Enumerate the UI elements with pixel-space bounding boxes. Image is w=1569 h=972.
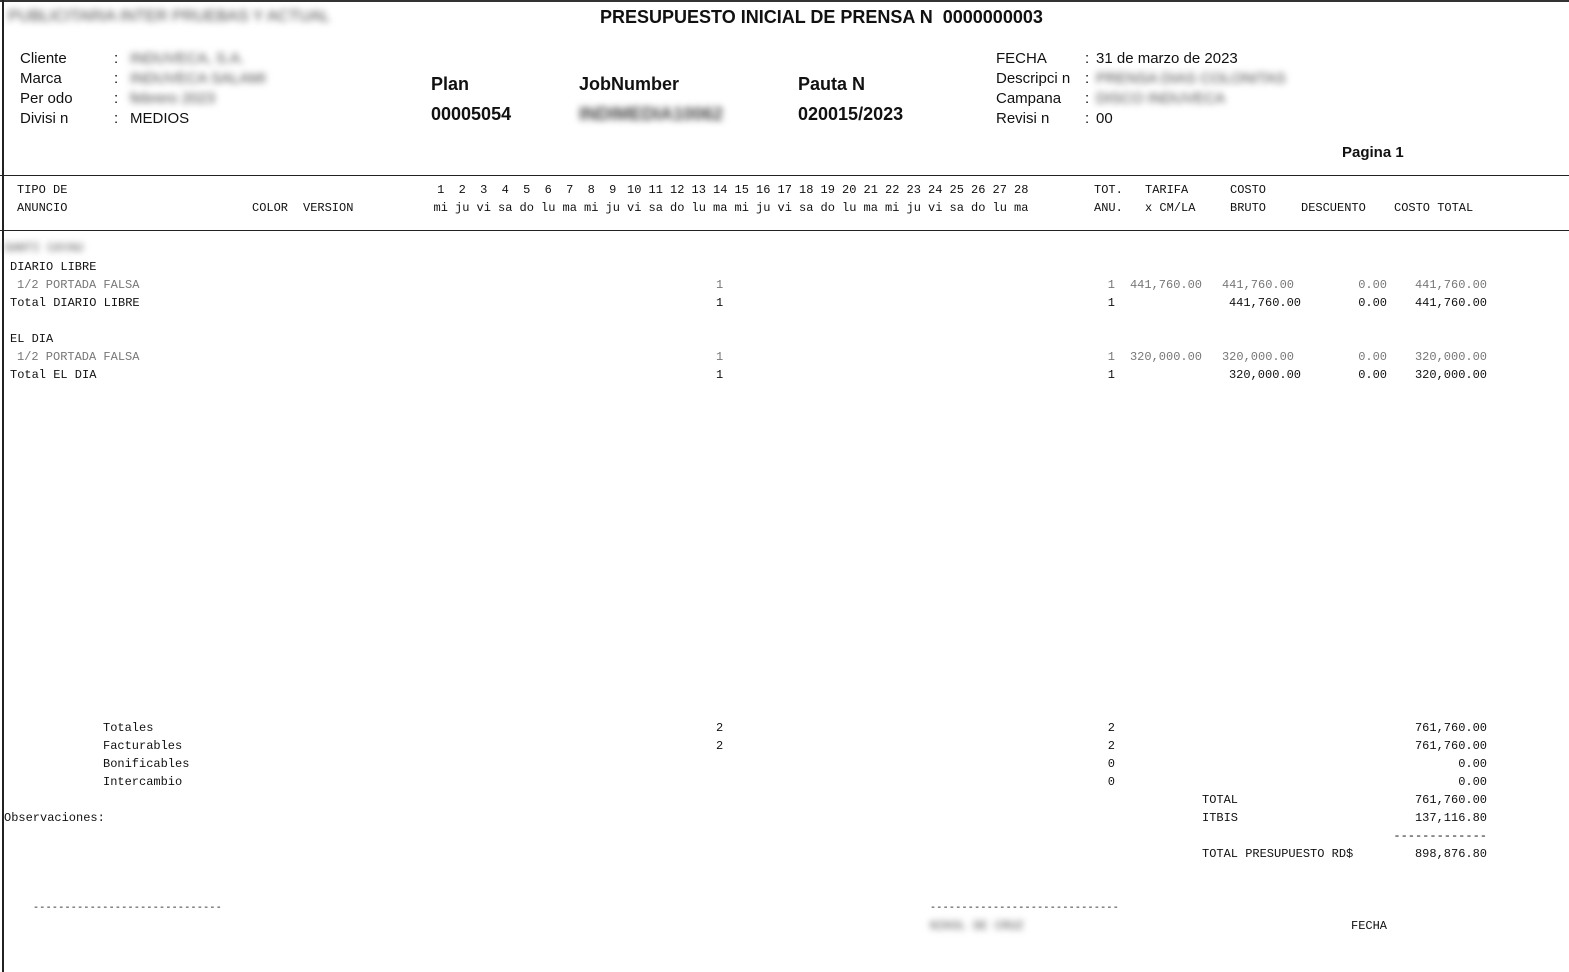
col-tot-header	[1094, 181, 1123, 217]
weekday-abbrev: vi	[627, 201, 642, 215]
col-tarifa-line2: x CM/LA	[1145, 201, 1196, 215]
summary-label: Totales	[103, 721, 154, 735]
client-field-value: INDUVECA SALAMI	[130, 70, 266, 87]
client-field-label: Divisi n	[20, 110, 69, 127]
day-number: 21	[863, 183, 878, 197]
signature-line-right: ------------------------------	[930, 903, 1120, 914]
day-number: 3	[480, 183, 488, 197]
campaign-field-value: PRENSA DIAS COLONITAS	[1096, 70, 1286, 87]
subtotal-total: 320,000.00	[1414, 368, 1487, 382]
signature-name: NIKOL DE CRUZ	[930, 919, 1024, 933]
day-number: 24	[928, 183, 943, 197]
weekday-abbrev: ju	[906, 201, 921, 215]
jobnumber-label: JobNumber	[579, 74, 680, 94]
weekday-abbrev: do	[820, 201, 835, 215]
itbis-label: ITBIS	[1202, 811, 1239, 825]
col-color-header: COLOR	[252, 201, 289, 215]
jobnumber-value: INDIMEDIA10062	[579, 104, 724, 124]
weekday-abbrev: sa	[498, 201, 513, 215]
row-total: 441,760.00	[1414, 278, 1487, 292]
summary-label: Facturables	[103, 739, 183, 753]
row-desc: 1/2 PORTADA FALSA	[17, 278, 140, 292]
weekday-abbrev: lu	[842, 201, 857, 215]
weekday-abbrev: ma	[713, 201, 728, 215]
weekday-abbrev: mi	[734, 201, 749, 215]
client-field-separator: :	[114, 90, 119, 107]
row-day-mark: 1	[716, 278, 724, 292]
client-field-value: INDUVECA, S.A.	[130, 50, 245, 67]
subtotal-desc: Total EL DIA	[10, 368, 97, 382]
weekday-abbrev: do	[519, 201, 534, 215]
summary-total: 0.00	[1458, 775, 1487, 789]
row-tot: 1	[1107, 278, 1115, 292]
campaign-field-label: Descripci n	[996, 70, 1071, 87]
client-field-label: Cliente	[20, 50, 67, 67]
footer-fecha-label: FECHA	[1351, 919, 1388, 933]
page-number: Pagina 1	[1342, 144, 1404, 161]
client-field-separator: :	[114, 50, 119, 67]
summary-day-mark: 2	[716, 739, 724, 753]
row-tarifa: 320,000.00	[1129, 350, 1202, 364]
campaign-field-value: 00	[1096, 110, 1113, 127]
col-tarifa-line1: TARIFA	[1145, 183, 1189, 197]
row-total: 320,000.00	[1414, 350, 1487, 364]
client-field-separator: :	[114, 70, 119, 87]
summary-total: 0.00	[1458, 757, 1487, 771]
subtotal-descuento: 0.00	[1358, 368, 1387, 382]
day-number: 18	[799, 183, 814, 197]
client-field-label: Marca	[20, 70, 62, 87]
weekday-abbrev: ju	[455, 201, 470, 215]
totals-divider: -------------	[1393, 829, 1487, 843]
day-number: 25	[949, 183, 964, 197]
col-tipo-header	[17, 181, 67, 217]
col-tipo-line1: TIPO DE	[17, 183, 68, 197]
company-name: PUBLICITARIA INTER PRUEBAS Y ACTUAL	[8, 8, 330, 25]
day-number: 19	[820, 183, 835, 197]
day-number: 17	[777, 183, 792, 197]
itbis-value: 137,116.80	[1414, 811, 1487, 825]
day-number: 12	[670, 183, 685, 197]
day-number: 15	[734, 183, 749, 197]
summary-total: 761,760.00	[1414, 721, 1487, 735]
pauta-label: Pauta N	[798, 74, 866, 94]
campaign-field-separator: :	[1085, 110, 1090, 127]
subtotal-day-mark: 1	[716, 368, 724, 382]
weekday-abbrev: mi	[433, 201, 448, 215]
weekday-abbrev: mi	[885, 201, 900, 215]
subtotal-bruto: 441,760.00	[1228, 296, 1301, 310]
weekday-abbrev: lu	[992, 201, 1007, 215]
campaign-field-value: 31 de marzo de 2023	[1096, 50, 1238, 67]
day-number: 5	[523, 183, 531, 197]
client-field-value: febrero 2023	[130, 90, 216, 107]
day-number: 9	[609, 183, 617, 197]
weekday-abbrev: vi	[777, 201, 792, 215]
subtotal-tot: 1	[1107, 296, 1115, 310]
weekday-abbrev: ma	[863, 201, 878, 215]
summary-tot: 2	[1107, 739, 1115, 753]
summary-tot: 2	[1107, 721, 1115, 735]
row-tot: 1	[1107, 350, 1115, 364]
weekday-abbrev: sa	[648, 201, 663, 215]
day-number: 23	[906, 183, 921, 197]
group-name: EL DIA	[10, 332, 54, 346]
subtotal-day-mark: 1	[716, 296, 724, 310]
col-total-header: COSTO TOTAL	[1394, 201, 1474, 215]
weekday-abbrev: do	[971, 201, 986, 215]
day-number: 27	[992, 183, 1007, 197]
summary-label: Intercambio	[103, 775, 183, 789]
row-descuento: 0.00	[1358, 350, 1387, 364]
page-border-top	[0, 0, 1569, 2]
weekday-abbrev: ju	[756, 201, 771, 215]
weekday-abbrev: ju	[605, 201, 620, 215]
subtotal-descuento: 0.00	[1358, 296, 1387, 310]
weekday-abbrev: mi	[584, 201, 599, 215]
day-number: 8	[587, 183, 595, 197]
grand-total-label: TOTAL PRESUPUESTO RD$	[1202, 847, 1354, 861]
weekday-abbrev: ma	[1014, 201, 1029, 215]
header-rule-top	[0, 175, 1569, 176]
row-bruto: 441,760.00	[1221, 278, 1294, 292]
subtotal-total: 441,760.00	[1414, 296, 1487, 310]
weekday-abbrev: ma	[562, 201, 577, 215]
day-number: 11	[648, 183, 663, 197]
day-number: 14	[713, 183, 728, 197]
weekday-abbrev: vi	[476, 201, 491, 215]
day-number: 16	[756, 183, 771, 197]
group-name: DIARIO LIBRE	[10, 260, 97, 274]
pauta-value: 020015/2023	[798, 104, 904, 124]
day-number: 20	[842, 183, 857, 197]
day-number: 4	[501, 183, 509, 197]
campaign-field-label: Revisi n	[996, 110, 1050, 127]
col-tipo-line2: ANUNCIO	[17, 201, 68, 215]
subtotal-tot: 1	[1107, 368, 1115, 382]
campaign-field-separator: :	[1085, 70, 1090, 87]
col-descuento-header: DESCUENTO	[1301, 201, 1366, 215]
section-name: SANTI CAYAU	[4, 241, 84, 255]
row-bruto: 320,000.00	[1221, 350, 1294, 364]
col-version-header: VERSION	[303, 201, 354, 215]
day-number: 2	[458, 183, 466, 197]
day-number: 22	[885, 183, 900, 197]
day-number: 10	[627, 183, 642, 197]
total-label: TOTAL	[1202, 793, 1239, 807]
grand-total-value: 898,876.80	[1414, 847, 1487, 861]
col-tot-line1: TOT.	[1094, 183, 1123, 197]
day-number: 7	[566, 183, 574, 197]
row-descuento: 0.00	[1358, 278, 1387, 292]
day-number: 28	[1014, 183, 1029, 197]
total-value: 761,760.00	[1414, 793, 1487, 807]
col-bruto-header	[1230, 181, 1266, 217]
campaign-field-label: FECHA	[996, 50, 1047, 67]
day-number: 26	[971, 183, 986, 197]
client-field-separator: :	[114, 110, 119, 127]
col-tot-line2: ANU.	[1094, 201, 1123, 215]
header-rule-bottom	[0, 230, 1569, 231]
subtotal-bruto: 320,000.00	[1228, 368, 1301, 382]
col-bruto-line1: COSTO	[1230, 183, 1267, 197]
report-title-text: PRESUPUESTO INICIAL DE PRENSA N	[600, 7, 933, 27]
campaign-field-separator: :	[1085, 50, 1090, 67]
client-field-label: Per odo	[20, 90, 73, 107]
day-number: 6	[544, 183, 552, 197]
client-field-value: MEDIOS	[130, 110, 190, 127]
weekday-abbrev: sa	[799, 201, 814, 215]
row-day-mark: 1	[716, 350, 724, 364]
campaign-field-value: DISCO INDUVECA	[1096, 90, 1226, 107]
weekday-abbrev: vi	[928, 201, 943, 215]
plan-label: Plan	[431, 74, 470, 94]
day-number: 13	[691, 183, 706, 197]
report-title	[600, 7, 1043, 28]
summary-tot: 0	[1107, 775, 1115, 789]
signature-line-left: ------------------------------	[33, 903, 223, 914]
col-bruto-line2: BRUTO	[1230, 201, 1267, 215]
plan-value: 00005054	[431, 104, 512, 124]
observaciones-label: Observaciones:	[4, 811, 105, 825]
campaign-field-separator: :	[1085, 90, 1090, 107]
row-tarifa: 441,760.00	[1129, 278, 1202, 292]
summary-total: 761,760.00	[1414, 739, 1487, 753]
summary-label: Bonificables	[103, 757, 190, 771]
subtotal-desc: Total DIARIO LIBRE	[10, 296, 140, 310]
campaign-field-label: Campana	[996, 90, 1062, 107]
col-tarifa-header	[1145, 181, 1195, 217]
weekday-abbrev: lu	[541, 201, 556, 215]
weekday-abbrev: sa	[949, 201, 964, 215]
weekday-abbrev: do	[670, 201, 685, 215]
report-number: 0000000003	[942, 7, 1043, 27]
row-desc: 1/2 PORTADA FALSA	[17, 350, 140, 364]
day-number: 1	[437, 183, 445, 197]
summary-day-mark: 2	[716, 721, 724, 735]
summary-tot: 0	[1107, 757, 1115, 771]
weekday-abbrev: lu	[691, 201, 706, 215]
